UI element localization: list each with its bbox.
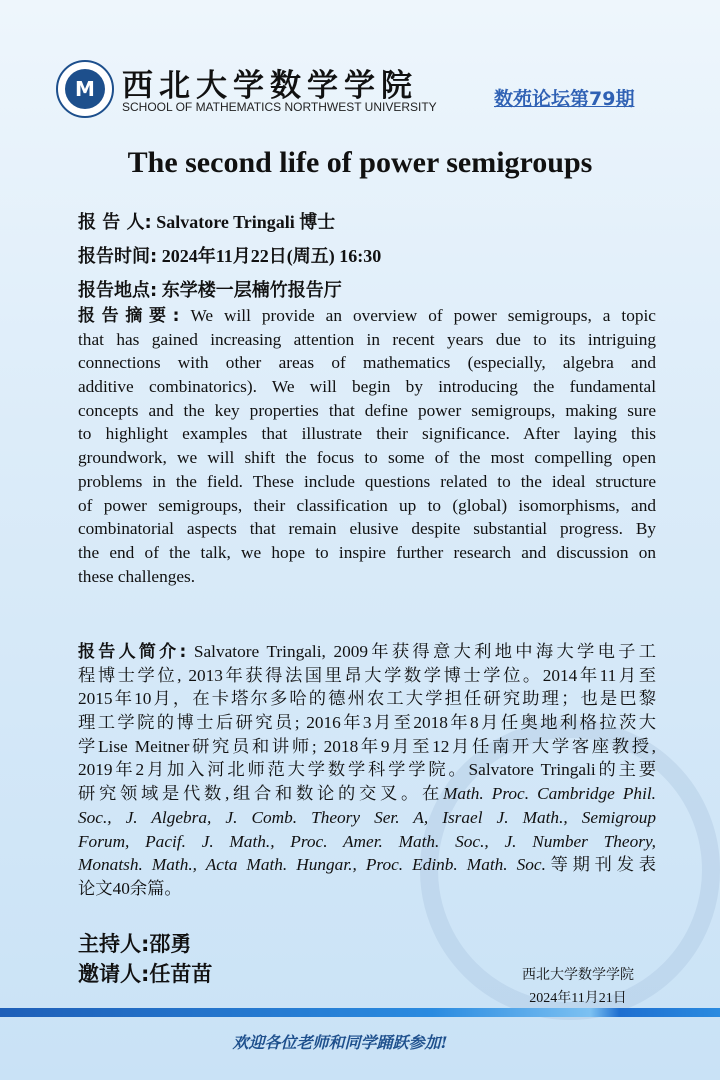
bio-line [78,664,656,688]
info-label: 报告地点: [78,280,158,301]
bio-label: 报告人简介: [78,642,187,662]
journal-list: Monatsh. Math., Acta Math. Hungar., Proc. Edinb. Math. Soc. [78,855,546,875]
bio-text: 程博士学位, 2013年获得法国里昂大学数学博士学位。2014年11月至 [78,665,656,685]
bio-line [78,640,656,664]
journal-list: Soc., J. Algebra, J. Comb. Theory Ser. A, Israel J. Math., Semigroup [78,807,656,827]
school-name-cn: 西北大学数学学院 [122,68,418,104]
welcome-message: 欢迎各位老师和同学踊跃参加! [232,1033,448,1052]
abstract-text: additive combinatorics). We will begin by introducing the fundamental [78,377,656,397]
signoff-date: 2024年11月21日 [529,991,627,1006]
abstract-text: of power semigroups, their classification up to (global) isomorphisms, and [78,495,656,515]
journal-list: Forum, Pacif. J. Math., Proc. Amer. Math. Soc., J. Number Theory, [78,831,656,851]
bio-text: 2019年2月加入河北师范大学数学科学学院。Salvatore Tringali的主要 [78,760,656,780]
abstract-line [78,446,656,470]
abstract-text: that has gained increasing attention in recent years due to its intriguing [78,329,656,349]
bio-line [78,853,656,877]
abstract-line [78,399,656,423]
abstract-line [78,304,656,328]
abstract-line [78,494,656,518]
abstract-text: groundwork, we will shift the focus to some of the most compelling open [78,448,656,468]
inviter: 邀请人:任苗苗 [78,962,213,986]
bio-text: 论文40余篇。 [78,878,182,898]
abstract-text: connections with other areas of mathematics (especially, algebra and [78,353,656,373]
info-value: 2024年11月22日(周五) 16:30 [161,246,382,266]
bio-text: 研究领域是代数,组合和数论的交叉。在 [78,784,443,804]
info-location [78,276,342,302]
bio-text: 2015年10月，在卡塔尔多哈的德州农工大学担任研究助理；也是巴黎 [78,689,656,709]
abstract-line [78,470,656,494]
forum-issue-link[interactable]: 数苑论坛第79期 [494,88,635,110]
info-value: 东学楼一层楠竹报告厅 [161,280,342,300]
logo-emblem-icon: M [65,69,105,109]
abstract-text: these challenges. [78,566,196,586]
bio-text: 等期刊发表 [545,855,656,875]
university-logo [56,60,114,118]
info-value: Salvatore Tringali 博士 [156,212,336,232]
bio-text: 学Lise Meitner研究员和讲师; 2018年9月至12月任南开大学客座教授, [78,736,656,756]
host: 主持人:邵勇 [78,932,192,956]
journal-list: Math. Proc. Cambridge Phil. [442,784,656,804]
bio-text: Salvatore Tringali, 2009年获得意大利地中海大学电子工 [193,642,657,661]
abstract-text: to highlight examples that illustrate their significance. After laying this [78,424,656,444]
bio-line [78,711,656,735]
abstract-line [78,422,656,446]
abstract-text: combinatorial aspects that remain elusive despite substantial progress. By [78,519,656,539]
signoff-org: 西北大学数学学院 [522,968,634,983]
bio-line [78,735,656,759]
abstract-line [78,351,656,375]
abstract [78,304,656,588]
info-label: 报告时间: [78,246,158,267]
bio-line [78,877,656,901]
abstract-line [78,565,656,589]
bio-line [78,806,656,830]
talk-title: The second life of power semigroups [127,146,593,179]
bio-line [78,687,656,711]
info-speaker [78,208,335,234]
abstract-text: concepts and the key properties that define power semigroups, making sure [78,400,656,420]
abstract-label: 报告摘要: [78,306,180,326]
abstract-text: problems in the field. These include questions related to the ideal structure [78,471,656,491]
speaker-bio [78,640,656,901]
bio-text: 理工学院的博士后研究员; 2016年3月至2018年8月任奥地利格拉茨大 [78,713,656,733]
abstract-line [78,517,656,541]
bio-line [78,758,656,782]
bio-line [78,830,656,854]
info-time [78,242,381,268]
info-label: 报 告 人: [78,212,152,233]
abstract-line [78,375,656,399]
abstract-text: We will provide an overview of power semigroups, a topic [190,306,656,325]
abstract-line [78,328,656,352]
school-name-en: SCHOOL OF MATHEMATICS NORTHWEST UNIVERSITY [122,100,437,114]
decorative-band [0,1008,720,1017]
abstract-text: the end of the talk, we hope to inspire further research and discussion on [78,542,656,562]
abstract-line [78,541,656,565]
bio-line [78,782,656,806]
